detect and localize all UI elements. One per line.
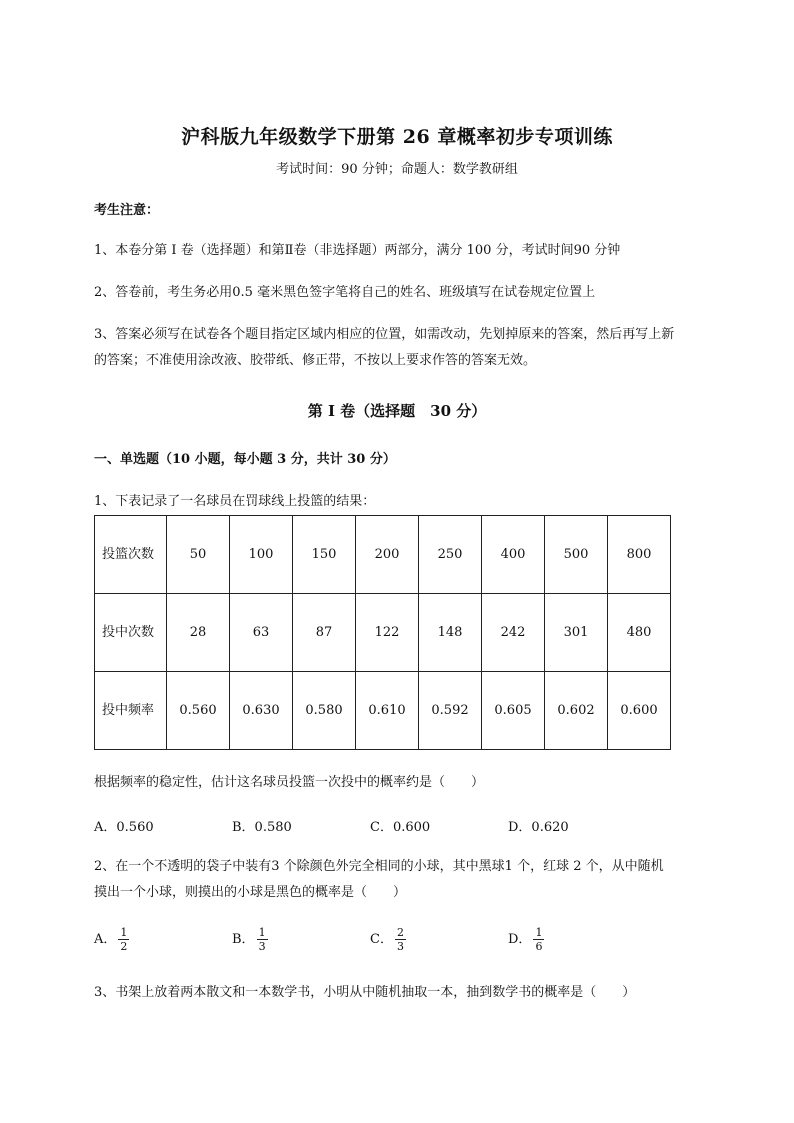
row-label: 投中次数	[95, 594, 167, 672]
section-title: 第 I 卷（选择题 30 分）	[307, 402, 487, 420]
q2-option-a[interactable]	[94, 926, 129, 953]
fraction-numerator: 2	[396, 926, 404, 939]
option-letter: C．	[370, 932, 393, 947]
fraction-denominator: 3	[396, 940, 404, 953]
part-heading: 一、单选题（10 小题，每小题 3 分，共计 30 分）	[94, 452, 396, 467]
q2-stem-line2: 摸出一个小球，则摸出的小球是黑色的概率是（ ）	[94, 885, 407, 900]
q1-option-d[interactable]: D．0.620	[508, 820, 569, 835]
fraction-numerator: 1	[120, 926, 128, 939]
notice-heading: 考生注意：	[94, 203, 160, 218]
table-cell: 0.630	[230, 672, 293, 750]
q1-stem: 1、下表记录了一名球员在罚球线上投篮的结果：	[94, 494, 376, 509]
table-cell: 0.580	[293, 672, 356, 750]
notice-item-1: 1、本卷分第 I 卷（选择题）和第Ⅱ卷（非选择题）两部分，满分 100 分，考试时间90 分钟	[94, 243, 621, 258]
table-cell: 28	[167, 594, 230, 672]
table-cell: 150	[293, 516, 356, 594]
q2-option-b[interactable]	[232, 926, 268, 953]
table-cell: 301	[545, 594, 608, 672]
table-cell: 122	[356, 594, 419, 672]
table-cell: 0.560	[167, 672, 230, 750]
q1-option-a[interactable]: A．0.560	[94, 820, 154, 835]
table-cell: 0.605	[482, 672, 545, 750]
notice-item-3: 3、答案必须写在试卷各个题目指定区域内相应的位置，如需改动，先划掉原来的答案，然后再写上新	[94, 327, 675, 342]
table-cell: 100	[230, 516, 293, 594]
shooting-results-table	[94, 515, 671, 750]
fraction-numerator: 1	[535, 926, 543, 939]
q2-option-c[interactable]	[370, 926, 406, 953]
table-cell: 400	[482, 516, 545, 594]
table-cell: 87	[293, 594, 356, 672]
table-row	[95, 516, 671, 594]
option-letter: D．	[508, 932, 532, 947]
fraction-denominator: 6	[535, 940, 543, 953]
row-label: 投中频率	[95, 672, 167, 750]
table-cell: 0.600	[608, 672, 671, 750]
fraction	[257, 926, 268, 953]
fraction-numerator: 1	[258, 926, 266, 939]
option-letter: B．	[232, 932, 255, 947]
exam-info: 考试时间：90 分钟；命题人：数学教研组	[276, 162, 518, 177]
table-cell: 200	[356, 516, 419, 594]
q2-option-d[interactable]	[508, 926, 544, 953]
fraction	[118, 926, 129, 953]
notice-item-3-cont: 的答案；不准使用涂改液、胶带纸、修正带，不按以上要求作答的答案无效。	[94, 353, 537, 368]
table-cell: 500	[545, 516, 608, 594]
table-cell: 148	[419, 594, 482, 672]
fraction	[533, 926, 544, 953]
fraction	[395, 926, 406, 953]
row-label: 投篮次数	[95, 516, 167, 594]
option-letter: A．	[94, 932, 117, 947]
q1-option-b[interactable]: B．0.580	[232, 820, 292, 835]
table-row	[95, 672, 671, 750]
fraction-denominator: 2	[120, 940, 128, 953]
table-cell: 242	[482, 594, 545, 672]
q1-option-c[interactable]: C．0.600	[370, 820, 431, 835]
table-row	[95, 594, 671, 672]
table-cell: 0.610	[356, 672, 419, 750]
notice-item-2: 2、答卷前，考生务必用0.5 毫米黑色签字笔将自己的姓名、班级填写在试卷规定位置上	[94, 285, 596, 300]
page-title: 沪科版九年级数学下册第 26 章概率初步专项训练	[181, 126, 613, 148]
q3-stem: 3、书架上放着两本散文和一本数学书，小明从中随机抽取一本，抽到数学书的概率是（ ）	[94, 985, 636, 1000]
q1-question: 根据频率的稳定性，估计这名球员投篮一次投中的概率约是（ ）	[94, 775, 485, 790]
table-cell: 0.602	[545, 672, 608, 750]
q2-stem-line1: 2、在一个不透明的袋子中装有3 个除颜色外完全相同的小球，其中黑球1 个，红球 2 个，从中随机	[94, 859, 664, 874]
table-cell: 0.592	[419, 672, 482, 750]
table-cell: 50	[167, 516, 230, 594]
fraction-denominator: 3	[258, 940, 266, 953]
table-cell: 63	[230, 594, 293, 672]
table-cell: 250	[419, 516, 482, 594]
table-cell: 480	[608, 594, 671, 672]
table-cell: 800	[608, 516, 671, 594]
